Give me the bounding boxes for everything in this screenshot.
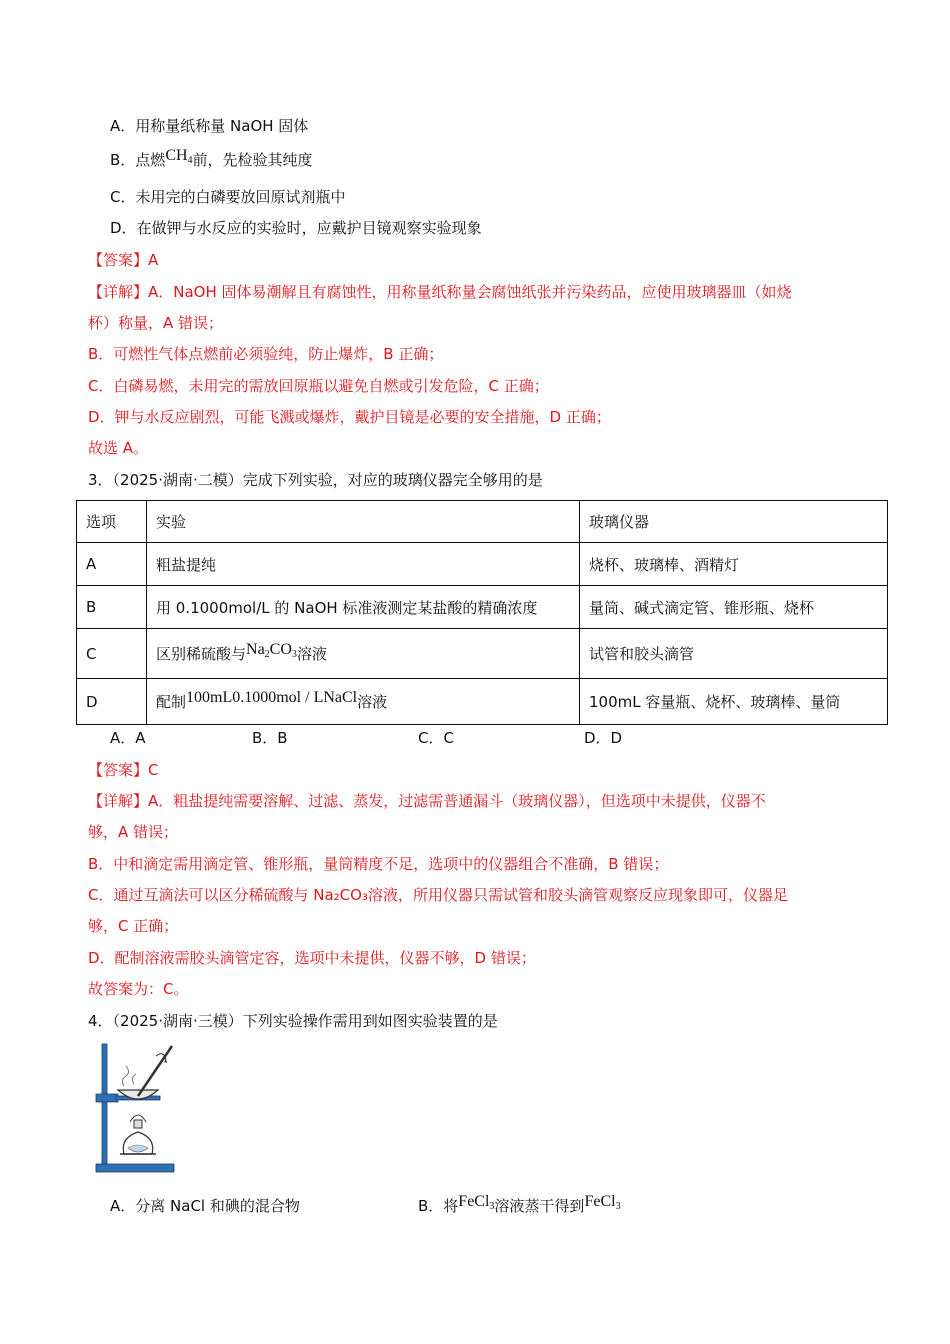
table-header-cell: 选项: [77, 501, 147, 543]
q2-option-a: A．用称量纸称量 NaOH 固体: [110, 117, 309, 135]
table-cell: 区别稀硫酸与Na2CO3溶液: [147, 629, 580, 679]
table-cell: 100mL 容量瓶、烧杯、玻璃棒、量筒: [580, 679, 888, 725]
formula-fecl3: FeCl3: [584, 1193, 621, 1212]
q3-table: [76, 500, 888, 725]
q3-detail-line: 够，A 错误；: [88, 823, 179, 841]
table-cell: A: [77, 543, 147, 586]
formula-fecl3: FeCl3: [458, 1193, 495, 1212]
q3-choice-b: B．B: [252, 729, 288, 747]
table-row: [77, 679, 888, 725]
q2-detail-line: B．可燃性气体点燃前必须验纯，防止爆炸，B 正确；: [88, 345, 444, 363]
q4-option-a: A．分离 NaCl 和碘的混合物: [110, 1197, 300, 1215]
table-cell: 用 0.1000mol/L 的 NaOH 标准液测定某盐酸的精确浓度: [147, 586, 580, 629]
table-cell: B: [77, 586, 147, 629]
table-header-cell: 玻璃仪器: [580, 501, 888, 543]
table-cell: 配制100mL0.1000mol / LNaCl溶液: [147, 679, 580, 725]
q4-option-b: B．将FeCl3溶液蒸干得到FeCl3: [418, 1193, 621, 1215]
q3-answer: 【答案】C: [88, 761, 159, 779]
table-cell: 烧杯、玻璃棒、酒精灯: [580, 543, 888, 586]
q3-detail-line: 够，C 正确；: [88, 917, 179, 935]
table-header-cell: 实验: [147, 501, 580, 543]
q2-detail-line: 【详解】A．NaOH 固体易潮解且有腐蚀性，用称量纸称量会腐蚀纸张并污染药品，应使用玻璃器皿（如烧: [88, 283, 792, 301]
q2-option-d: D．在做钾与水反应的实验时，应戴护目镜观察实验现象: [110, 219, 482, 237]
table-row: [77, 629, 888, 679]
q3-detail-line: C．通过互滴法可以区分稀硫酸与 Na₂CO₃溶液，所用仪器只需试管和胶头滴管观察反应现象即可，仪器足: [88, 886, 788, 904]
q3-detail-line: 故答案为：C。: [88, 980, 189, 998]
table-row: [77, 543, 888, 586]
q4-stem: 4．（2025·湖南·三模）下列实验操作需用到如图实验装置的是: [88, 1012, 498, 1030]
formula-ch4: CH4: [165, 147, 193, 166]
formula-nacl-solution: 100mL0.1000mol / LNaCl: [186, 689, 358, 706]
q3-stem: 3．（2025·湖南·二模）完成下列实验，对应的玻璃仪器完全够用的是: [88, 471, 543, 489]
q2-detail-line: 故选 A。: [88, 439, 149, 457]
q2-detail-line: D．钾与水反应剧烈，可能飞溅或爆炸，戴护目镜是必要的安全措施，D 正确；: [88, 408, 611, 426]
q2-option-c: C．未用完的白磷要放回原试剂瓶中: [110, 188, 346, 206]
q3-detail-line: D．配制溶液需胶头滴管定容，选项中未提供，仪器不够，D 错误；: [88, 949, 536, 967]
q2-detail-line: C．白磷易燃，未用完的需放回原瓶以避免自燃或引发危险，C 正确；: [88, 377, 549, 395]
formula-na2co3: Na2CO3: [246, 641, 297, 660]
q2-option-b: B．点燃CH4前，先检验其纯度: [110, 147, 313, 169]
q3-choice-a: A．A: [110, 729, 146, 747]
q3-detail-line: B．中和滴定需用滴定管、锥形瓶，量筒精度不足，选项中的仪器组合不准确，B 错误；: [88, 855, 669, 873]
table-cell: 试管和胶头滴管: [580, 629, 888, 679]
q3-choice-c: C．C: [418, 729, 454, 747]
q2-answer: 【答案】A: [88, 251, 159, 269]
q2-detail-line: 杯）称量，A 错误；: [88, 314, 224, 332]
evaporation-apparatus-figure: [94, 1042, 178, 1174]
q3-detail-line: 【详解】A．粗盐提纯需要溶解、过滤、蒸发，过滤需普通漏斗（玻璃仪器），但选项中未提供，仪器不: [88, 792, 766, 810]
table-cell: C: [77, 629, 147, 679]
table-header-row: [77, 501, 888, 543]
table-cell: D: [77, 679, 147, 725]
table-cell: 量筒、碱式滴定管、锥形瓶、烧杯: [580, 586, 888, 629]
table-row: [77, 586, 888, 629]
table-cell: 粗盐提纯: [147, 543, 580, 586]
q3-choice-d: D．D: [584, 729, 623, 747]
